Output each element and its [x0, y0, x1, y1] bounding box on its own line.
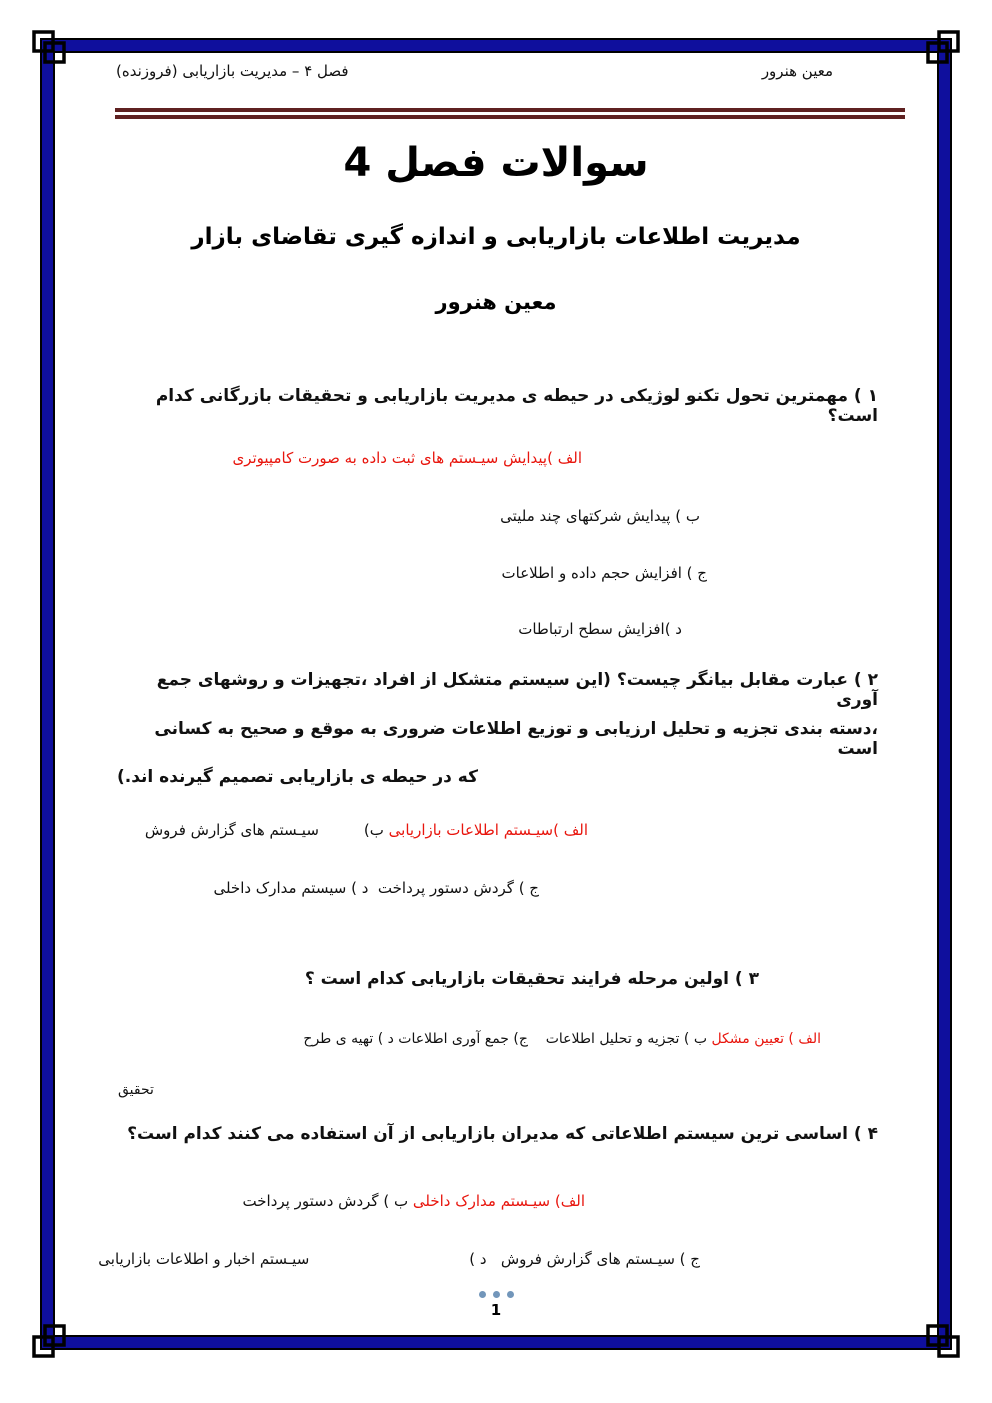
page-number: 1 [490, 1301, 502, 1319]
question-2-options-row-ab [145, 821, 588, 839]
question-2-line-1: ۲ ) عبارت مقابل بیانگر چیست؟ (این سیستم متشکل از افراد ،تجهیزات و روشهای جمع آوری [150, 670, 878, 710]
question-4-option-d: سیـستم اخبار و اطلاعات بازاریابی [98, 1250, 310, 1268]
option-gap [319, 821, 364, 839]
header-author: معین هنرور [761, 62, 833, 80]
question-1-option-a: الف )پیدایش سیـستم های ثبت داده به صورت کامپیوتری [232, 449, 582, 467]
question-2-option-b: سیـستم های گزارش فروش [144, 821, 319, 839]
page-title: سوالات فصل 4 [343, 140, 649, 186]
question-3-text: ۳ ) اولین مرحله فرایند تحقیقات بازاریابی کدام است ؟ [304, 969, 759, 989]
page-author: معین هنرور [435, 290, 557, 314]
question-4-option-b: ب ) گردش دستور پرداخت [242, 1192, 413, 1210]
question-2-option-b-label: ب) [363, 821, 389, 839]
question-3-options-row [303, 1031, 821, 1047]
dot-icon [479, 1291, 486, 1298]
question-4-option-a: الف) سیـستم مدارک داخلی [412, 1192, 585, 1210]
header-divider-rule [115, 108, 905, 119]
question-2-line-3: که در حیطه ی بازاریابی تصمیم گیرنده اند.) [117, 767, 478, 787]
question-4-options-row-cd [98, 1250, 700, 1268]
question-2-options-row-cd: ج ) گردش دستور پرداخت د ) سیستم مدارک داخلی [213, 879, 539, 897]
page-subtitle: مدیریت اطلاعات بازاریابی و اندازه گیری تقاضای بازار [191, 224, 801, 250]
question-1-option-d: د )افزایش سطح ارتباطات [518, 620, 682, 638]
question-2-option-a: الف )سیـستم اطلاعات بازاریابی [388, 821, 588, 839]
question-1-text: ۱ ) مهمترین تحول تکنو لوژیکی در حیطه ی مدیریت بازاریابی و تحقیقات بازرگانی کدام است؟ [149, 386, 878, 426]
corner-knot-icon [922, 28, 962, 68]
question-3-options-rest: ب ) تجزیه و تحلیل اطلاعات ج) جمع آوری اطلاعات د ) تهیه ی طرح [303, 1031, 712, 1047]
corner-knot-icon [922, 1320, 962, 1360]
question-4-option-c: ج ) سیـستم های گزارش فروش د ) [469, 1250, 700, 1268]
dot-icon [493, 1291, 500, 1298]
question-1-option-b: ب ) پیدایش شرکتهای چند ملیتی [500, 507, 700, 525]
dot-icon [507, 1291, 514, 1298]
corner-knot-icon [30, 28, 70, 68]
footer-dots [0, 1291, 992, 1298]
header-chapter-title: فصل ۴ – مدیریت بازاریابی (فروزنده) [116, 62, 349, 80]
question-3-options-overflow: تحقیق [118, 1082, 154, 1098]
question-3-option-a: الف ) تعیین مشکل [711, 1031, 821, 1047]
question-2-line-2: ،دسته بندی تجزیه و تحلیل ارزیابی و توزیع اطلاعات ضروری به موقع و صحیح به کسانی است [148, 719, 878, 759]
option-gap [309, 1250, 469, 1268]
question-4-text: ۴ ) اساسی ترین سیستم اطلاعاتی که مدیران بازاریابی از آن استفاده می کنند کدام است؟ [127, 1124, 878, 1144]
question-1-option-c: ج ) افزایش حجم داده و اطلاعات [501, 564, 707, 582]
corner-knot-icon [30, 1320, 70, 1360]
question-4-options-row-ab [243, 1192, 585, 1210]
